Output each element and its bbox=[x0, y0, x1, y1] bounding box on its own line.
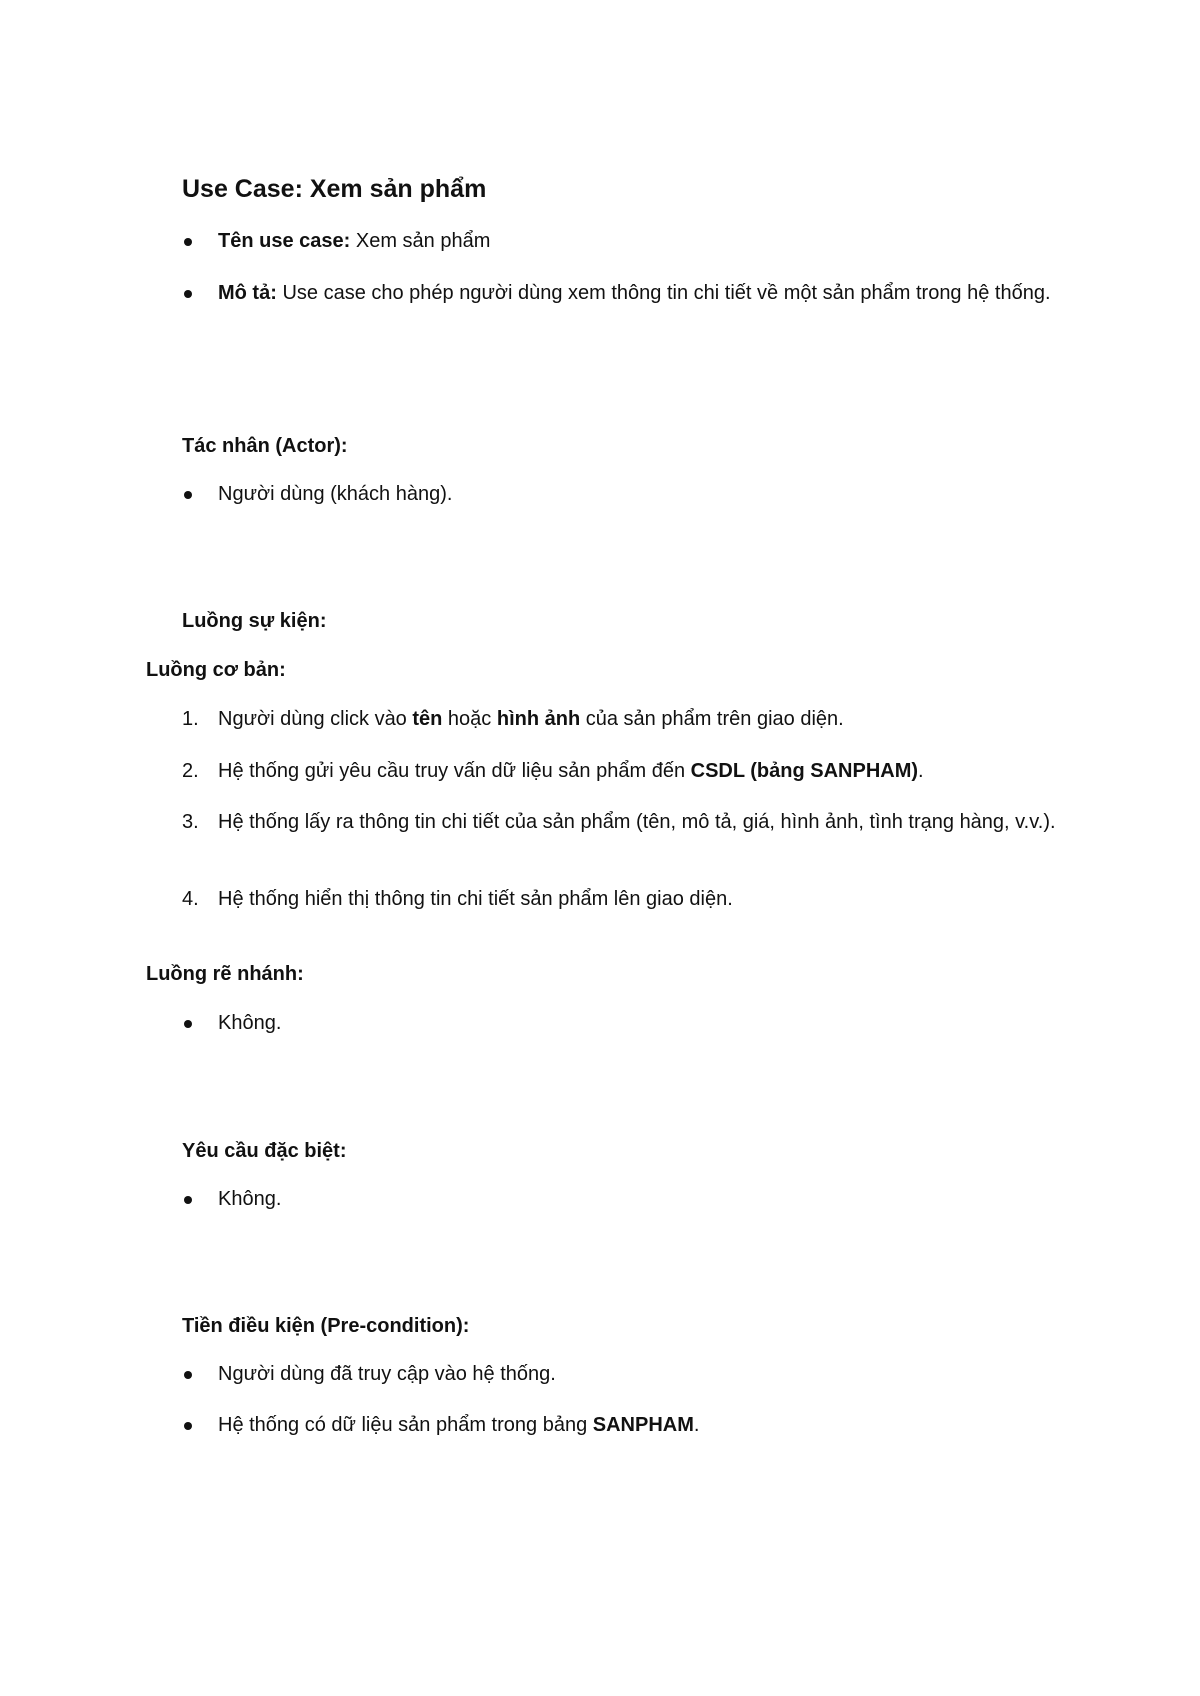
alt-flow-heading: Luồng rẽ nhánh: bbox=[146, 963, 304, 985]
precondition-text: Hệ thống có dữ liệu sản phẩm trong bảng bbox=[218, 1414, 593, 1436]
alt-flow-text: Không. bbox=[218, 1012, 282, 1034]
step-text: Hệ thống gửi yêu cầu truy vấn dữ liệu sản phẩm đến bbox=[218, 760, 691, 782]
step-bold: CSDL (bảng SANPHAM) bbox=[690, 760, 919, 782]
precondition-text: Người dùng đã truy cập vào hệ thống. bbox=[218, 1363, 556, 1385]
special-requirements-heading: Yêu cầu đặc biệt: bbox=[182, 1140, 347, 1162]
bullet-icon bbox=[184, 1371, 192, 1379]
step-number: 1. bbox=[182, 708, 199, 730]
precondition-text: . bbox=[693, 1414, 700, 1436]
step-number: 3. bbox=[182, 811, 199, 833]
page-title: Use Case: Xem sản phẩm bbox=[182, 175, 487, 203]
actor-heading: Tác nhân (Actor): bbox=[182, 435, 348, 457]
usecase-description-label: Mô tả: bbox=[218, 282, 277, 304]
step-text: hoặc bbox=[442, 708, 497, 730]
step-number: 4. bbox=[182, 888, 199, 910]
special-text: Không. bbox=[218, 1188, 282, 1210]
bullet-icon bbox=[184, 238, 192, 246]
bullet-icon bbox=[184, 1020, 192, 1028]
step-text: Người dùng click vào bbox=[218, 708, 413, 730]
usecase-name-value: Xem sản phẩm bbox=[350, 230, 491, 252]
precondition-heading: Tiền điều kiện (Pre-condition): bbox=[182, 1315, 470, 1337]
step-text: Hệ thống lấy ra thông tin chi tiết của sản phẩm (tên, mô tả, giá, hình ảnh, tình trạng hàng, v.v.). bbox=[218, 811, 1056, 833]
step-text: của sản phẩm trên giao diện. bbox=[580, 708, 844, 730]
step-number: 2. bbox=[182, 760, 199, 782]
bullet-icon bbox=[184, 290, 192, 298]
usecase-name-label: Tên use case: bbox=[218, 230, 351, 252]
step-bold: tên bbox=[412, 708, 443, 730]
basic-flow-heading: Luồng cơ bản: bbox=[146, 659, 286, 681]
step-text: Hệ thống hiển thị thông tin chi tiết sản phẩm lên giao diện. bbox=[218, 888, 733, 910]
precondition-bold: SANPHAM bbox=[592, 1414, 694, 1436]
bullet-icon bbox=[184, 1422, 192, 1430]
bullet-icon bbox=[184, 1196, 192, 1204]
step-bold: hình ảnh bbox=[496, 708, 581, 730]
bullet-icon bbox=[184, 491, 192, 499]
usecase-description-value: Use case cho phép người dùng xem thông tin chi tiết về một sản phẩm trong hệ thống. bbox=[276, 282, 1051, 304]
step-text: . bbox=[918, 760, 924, 782]
flow-heading: Luồng sự kiện: bbox=[182, 610, 327, 632]
actor-text: Người dùng (khách hàng). bbox=[218, 483, 453, 505]
